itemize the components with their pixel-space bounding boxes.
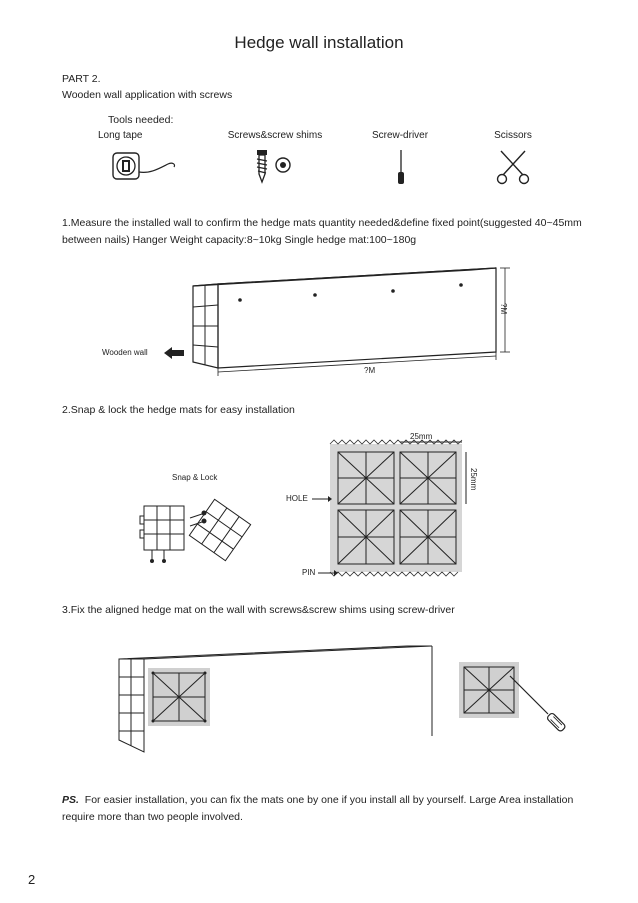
part-subtitle: Wooden wall application with screws xyxy=(62,89,233,101)
wall-height-label: ?M xyxy=(499,303,508,315)
step1-text-line2: between nails) Hanger Weight capacity:8~10kg Single hedge mat:100~180g xyxy=(62,234,417,246)
mat-height-label: 25mm xyxy=(469,468,478,491)
wooden-wall-label: Wooden wall xyxy=(102,348,148,357)
snap-lock-label: Snap & Lock xyxy=(172,473,218,482)
pin-label: PIN xyxy=(302,568,316,577)
wall-width-label: ?M xyxy=(364,366,376,375)
page-title: Hedge wall installation xyxy=(234,33,404,52)
step3-text: 3.Fix the aligned hedge mat on the wall with screws&screw shims using screw-driver xyxy=(62,604,455,616)
step1-text-line1: 1.Measure the installed wall to confirm the hedge mats quantity needed&define fixed point(suggested 40~45mm xyxy=(62,217,582,229)
tools-heading: Tools needed: xyxy=(108,114,174,126)
mat-width-label: 25mm xyxy=(410,432,433,441)
tool-label-tape: Long tape xyxy=(98,130,143,141)
tool-label-scissors: Scissors xyxy=(494,130,532,141)
step2-text: 2.Snap & lock the hedge mats for easy installation xyxy=(62,404,295,416)
ps-text-line1: For easier installation, you can fix the mats one by one if you install all by yourself. Large Area installation xyxy=(84,794,574,806)
tool-label-screws: Screws&screw shims xyxy=(227,130,323,141)
part-heading: PART 2. xyxy=(62,73,101,85)
hole-label: HOLE xyxy=(286,494,308,503)
ps-label: PS. xyxy=(62,794,79,806)
ps-text-line2: require more than two people involved. xyxy=(62,811,243,823)
page-number: 2 xyxy=(28,872,36,887)
tool-label-screwdriver: Screw-driver xyxy=(371,130,429,141)
ps-note-line1 xyxy=(62,792,607,809)
